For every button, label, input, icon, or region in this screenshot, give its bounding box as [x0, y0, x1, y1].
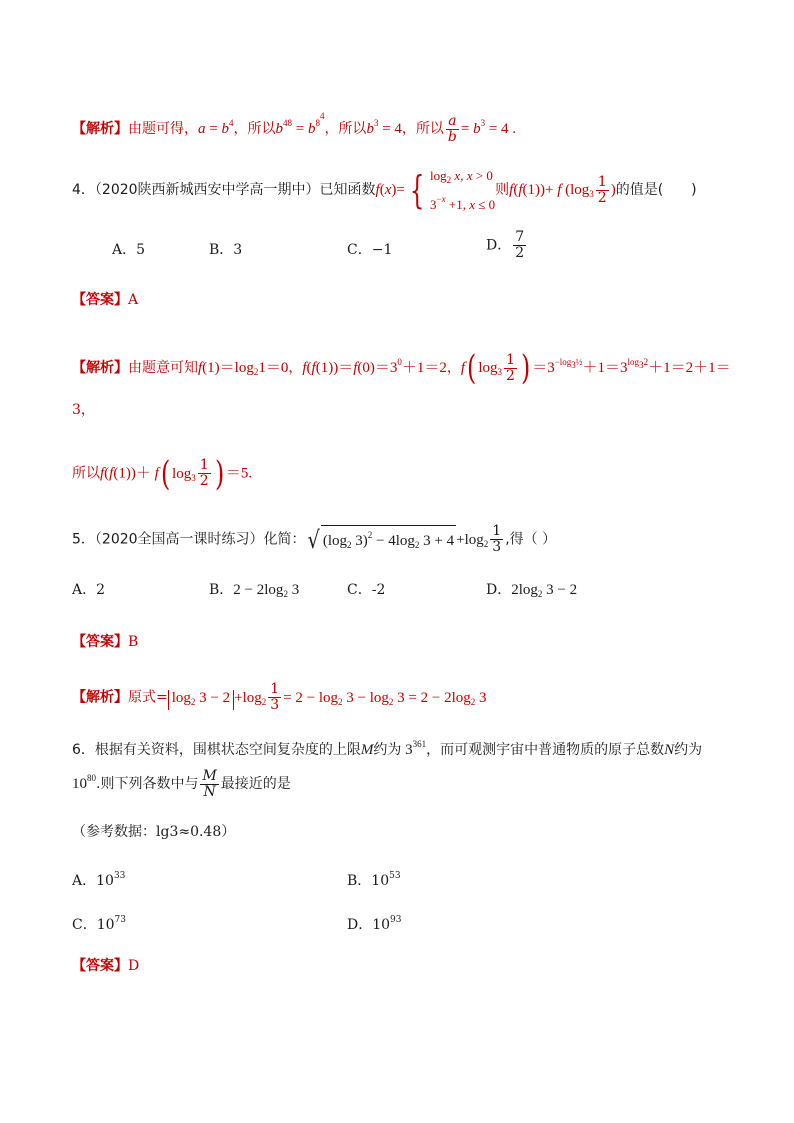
option-a: A．$10^{33}$	[72, 871, 126, 889]
fraction-a-over-b: $\frac{a}{b}$	[447, 112, 457, 145]
question-text: .则下列各数中与	[96, 776, 199, 792]
question-text: 4．（2020陕西新城西安中学高一期中）已知函数	[72, 182, 376, 198]
left-paren: (	[160, 453, 171, 494]
question-6-answer	[72, 956, 139, 976]
math-expr: ＝5.	[225, 465, 253, 482]
option-a: A．5	[112, 242, 146, 258]
math-expr: )	[610, 182, 616, 198]
right-paren: )	[520, 348, 531, 388]
math-expr: $10^{80}$	[72, 773, 96, 792]
option-b: B．3	[209, 242, 243, 258]
math-expr: = $2 - \log_2 3 - \log_2 3 = 2 - 2\log_2$ 3	[283, 689, 487, 707]
sqrt-expr: √ ($\log_2$ $3)^2 - 4\log_2$ 3 + 4	[307, 525, 455, 554]
question-4-stem	[72, 166, 697, 214]
answer-tag: 【答案】	[72, 292, 128, 308]
math-expr: $+\log_2$	[234, 689, 267, 707]
analysis-text: 原式=	[128, 689, 168, 706]
question-text: 约为	[373, 742, 402, 758]
analysis-text: 由题意可知	[128, 360, 198, 376]
math-expr: f(f(1))+ f ($\log_3$	[509, 182, 594, 199]
option-c: C．−1	[347, 242, 393, 258]
math-expr: $f(1)=\log_21=0$	[198, 360, 289, 377]
option-c: C．$10^{73}$	[72, 915, 126, 933]
piecewise-cases: $\log_2 x$, x > 0 $3^{-x} +1$, x ≤ 0	[430, 168, 496, 212]
analysis-text: ，所以	[324, 121, 367, 137]
question-5-stem	[72, 524, 556, 555]
variable-m: M	[360, 742, 374, 758]
analysis-text: 由题可得，	[128, 121, 198, 137]
fraction-one-third: $\frac{1}{3}$	[492, 523, 502, 555]
variable-n: N	[664, 742, 675, 758]
option-d-fraction: $\frac{7}{2}$	[515, 229, 525, 261]
question-5-analysis	[72, 682, 487, 713]
question-text: ,得（ ）	[505, 531, 557, 548]
question-text: 则	[495, 182, 510, 198]
option-c: C．-2	[347, 582, 386, 598]
fraction-m-over-n: $\frac{M}{N}$	[202, 767, 217, 800]
question-text: 5．（2020全国高一课时练习）化简：	[72, 531, 306, 548]
right-paren: )	[214, 453, 224, 494]
math-expr: f(x)=	[375, 182, 405, 198]
question-text: 的值是( )	[615, 182, 697, 198]
analysis-text: ，	[446, 360, 461, 376]
math-expr: = $b^3 = 4$ .	[460, 118, 517, 137]
math-expr: $+\log_2$	[456, 531, 489, 549]
math-expr: $=3^{-log_3\frac{1}{2}}+1=3^{log_32}+1=2+1=$	[532, 357, 731, 376]
analysis-text: ，	[288, 360, 303, 376]
option-a: A．2	[72, 582, 106, 598]
option-b: B．$10^{53}$	[347, 871, 401, 889]
question-4-analysis-line-3	[72, 453, 253, 494]
question-5-answer	[72, 632, 138, 652]
analysis-tag: 【解析】	[72, 121, 128, 137]
math-expr: $f(f(1))=f(0)=3^0+1=2$	[302, 357, 447, 376]
answer-tag: 【答案】	[72, 634, 128, 650]
question-text: ，而可观测宇宙中普通物质的原子总数	[426, 742, 665, 758]
math-expr: $a = b^4$	[198, 118, 234, 137]
math-expr: $b^{48} = b^{8^4}$	[275, 111, 325, 137]
question-6-stem-line-1	[72, 734, 702, 760]
fraction-one-half: $\frac{1}{2}$	[199, 457, 209, 489]
answer-value: A	[128, 292, 139, 308]
answer-value: B	[128, 634, 139, 650]
option-d: D．$2\log_2$ 3 − 2	[486, 582, 578, 599]
fraction-one-third: $\frac{1}{3}$	[270, 681, 280, 713]
analysis-tag: 【解析】	[72, 360, 128, 376]
analysis-text: ，所以	[233, 121, 276, 137]
math-expr: $\log_3$	[172, 465, 196, 483]
math-expr: $3^{361}$	[401, 739, 427, 758]
question-6-stem-line-2	[72, 768, 291, 800]
question-4-answer	[72, 290, 138, 310]
question-text: 6．根据有关资料，围棋状态空间复杂度的上限	[72, 742, 361, 758]
math-expr: $b^3 = 4$	[366, 118, 402, 137]
option-d	[486, 230, 528, 261]
question-text: 最接近的是	[220, 776, 291, 792]
option-b: B．$2 - 2\log_2$ 3	[209, 582, 300, 599]
question-4-analysis-line-2: 3，	[72, 402, 95, 418]
left-paren: (	[467, 348, 477, 388]
absolute-value-expr: $\log_2 3 - 2$	[168, 690, 234, 710]
analysis-tag: 【解析】	[72, 689, 128, 706]
analysis-text: 所以	[72, 465, 100, 482]
question-6-reference: （参考数据：lg3≈0.48）	[72, 824, 236, 840]
fraction-one-half: $\frac{1}{2}$	[597, 173, 607, 206]
option-d: D．$10^{93}$	[347, 915, 402, 933]
math-expr: f	[460, 360, 466, 376]
top-analysis	[72, 106, 516, 145]
analysis-text: ，所以	[401, 121, 444, 137]
option-d-label: D．	[486, 237, 512, 254]
question-text: 约为	[674, 742, 703, 758]
answer-tag: 【答案】	[72, 958, 128, 974]
math-expr: $\log_3$	[478, 360, 502, 377]
piecewise-brace: {	[409, 168, 425, 212]
fraction-one-half: $\frac{1}{2}$	[506, 351, 515, 384]
question-4-analysis-line-1	[72, 348, 731, 388]
math-expr: f(f(1))＋ f	[100, 465, 159, 482]
answer-value: D	[128, 958, 140, 974]
